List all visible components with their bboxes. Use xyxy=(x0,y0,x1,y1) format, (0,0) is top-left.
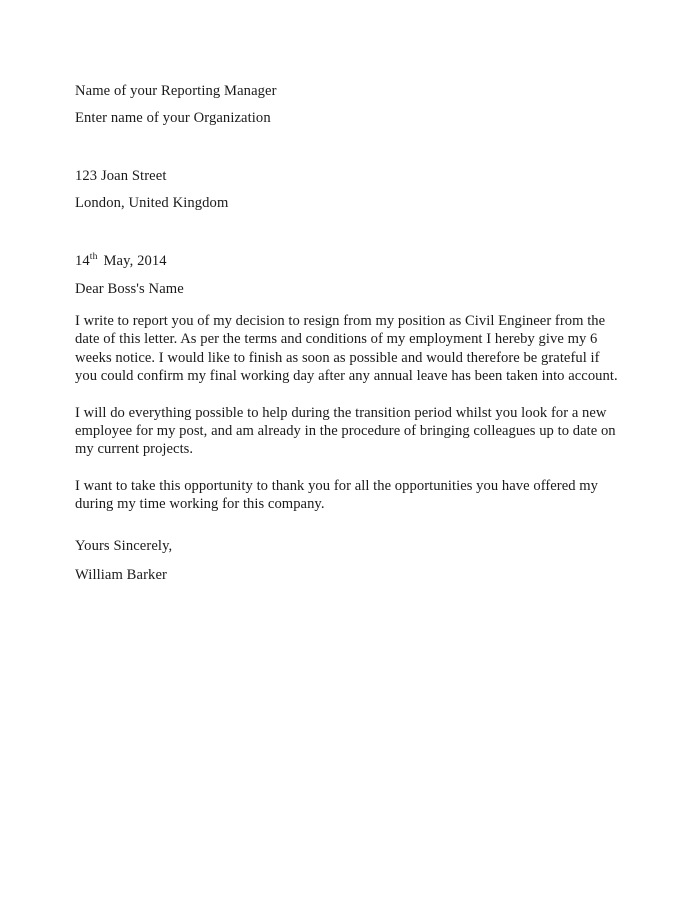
address-city-country-line: London, United Kingdom xyxy=(75,195,229,211)
body-paragraph-3: I want to take this opportunity to thank you for all the opportunities you have offered my during my time working for this company. xyxy=(75,477,599,513)
organization-name-line: Enter name of your Organization xyxy=(75,110,271,126)
salutation-line: Dear Boss's Name xyxy=(75,281,184,297)
body-paragraph-2: I will do everything possible to help during the transition period whilst you look for a new employee for my post, and am already in the procedure of bringing colleagues up to date on my current projects. xyxy=(75,404,616,458)
date-block xyxy=(75,248,617,275)
body-paragraph-1: I write to report you of my decision to resign from my position as Civil Engineer from the date of this letter. As per the terms and conditions of my employment I hereby give my 6 weeks notice. I would like to finish as soon as possible and would therefore be grateful if you could confirm my final working day after any annual leave has been taken into account. xyxy=(75,313,618,385)
date-ordinal-suffix: th xyxy=(89,251,98,263)
signer-name-line: William Barker xyxy=(75,566,167,583)
date-month-year: May, 2014 xyxy=(103,253,167,269)
letter-body xyxy=(75,312,620,514)
address-street-line: 123 Joan Street xyxy=(75,168,167,184)
date-day: 14 xyxy=(75,253,90,269)
addressee-block xyxy=(75,78,617,132)
valediction-line: Yours Sincerely, xyxy=(75,537,173,554)
date-line xyxy=(75,248,617,275)
closing-block xyxy=(75,532,617,590)
manager-name-line: Name of your Reporting Manager xyxy=(75,83,277,99)
sender-address-block xyxy=(75,163,617,217)
